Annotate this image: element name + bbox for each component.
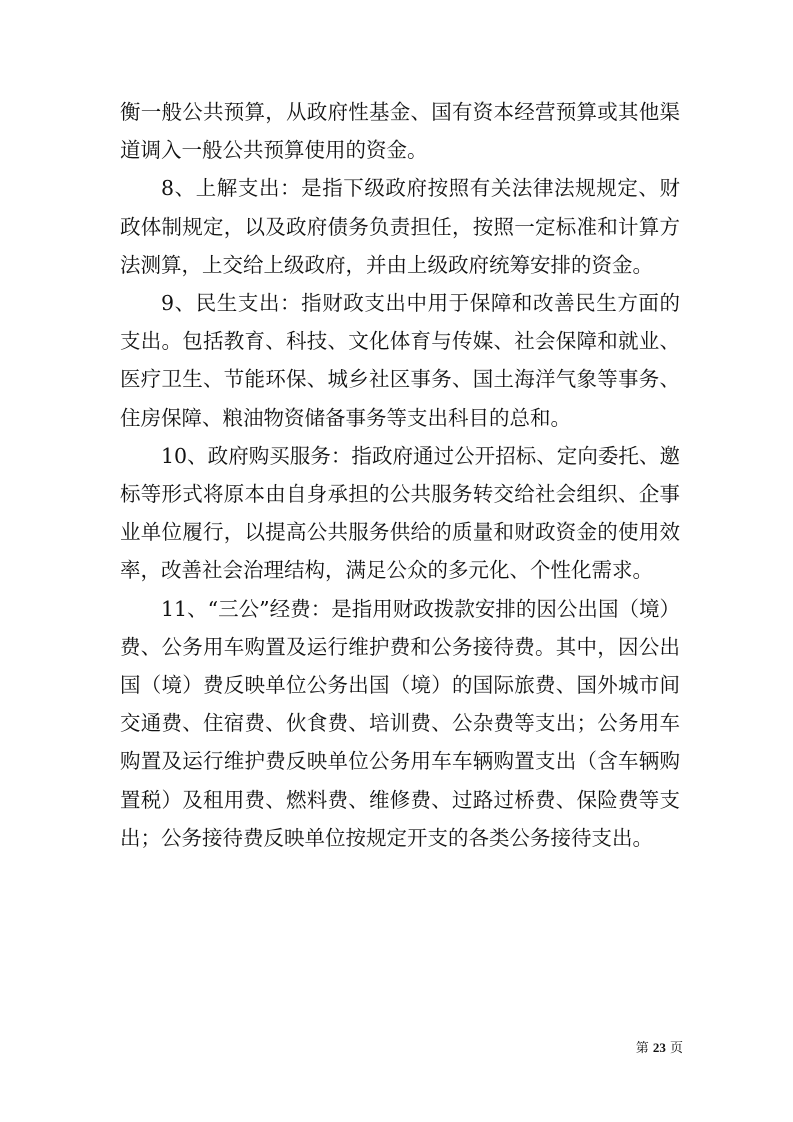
- paragraph-item-10: 10、政府购买服务：指政府通过公开招标、定向委托、邀标等形式将原本由自身承担的公共服务转交给社会组织、企事业单位履行，以提高公共服务供给的质量和财政资金的使用效率，改善社会治理结构，满足公众的多元化、个性化需求。: [120, 443, 680, 583]
- paragraph-item-9: 9、民生支出：指财政支出中用于保障和改善民生方面的支出。包括教育、科技、文化体育与传媒、社会保障和就业、医疗卫生、节能环保、城乡社区事务、国土海洋气象等事务、住房保障、粮油物资储备事务等支出科目的总和。: [120, 291, 680, 430]
- document-body: [120, 93, 680, 857]
- page-number: 23: [652, 1040, 666, 1055]
- page-footer: [636, 1038, 683, 1059]
- paragraph-item-11: 11、“三公”经费：是指用财政拨款安排的因公出国（境）费、公务用车购置及运行维护费和公务接待费。其中，因公出国（境）费反映单位公务出国（境）的国际旅费、国外城市间交通费、住宿费、伙食费、培训费、公杂费等支出；公务用车购置及运行维护费反映单位公务用车车辆购置支出（含车辆购置税）及租用费、燃料费、维修费、过路过桥费、保险费等支出；公务接待费反映单位按规定开支的各类公务接待支出。: [120, 596, 680, 850]
- paragraph-item-8: 8、上解支出：是指下级政府按照有关法律法规规定、财政体制规定，以及政府债务负责担任，按照一定标准和计算方法测算，上交给上级政府，并由上级政府统筹安排的资金。: [120, 176, 680, 277]
- footer-prefix: 第: [635, 1041, 649, 1056]
- paragraph-continued: 衡一般公共预算，从政府性基金、国有资本经营预算或其他渠道调入一般公共预算使用的资金。: [120, 100, 680, 163]
- footer-suffix: 页: [669, 1041, 683, 1056]
